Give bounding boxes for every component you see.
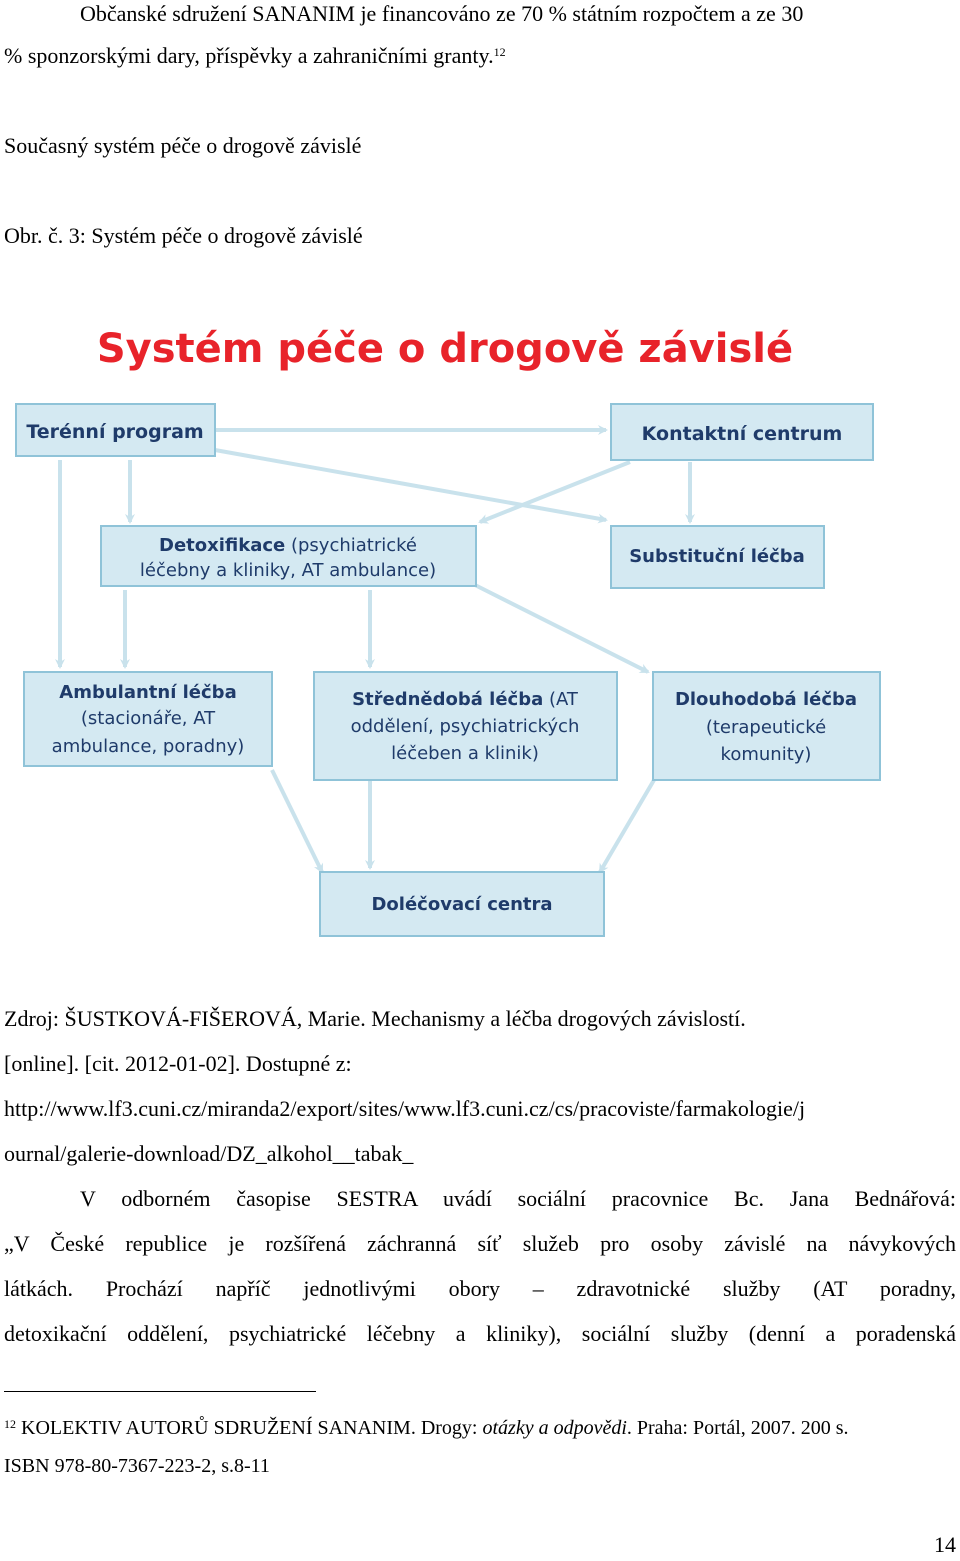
box-terenni-label: Terénní program: [26, 421, 204, 443]
source-url-line-2[interactable]: ournal/galerie-download/DZ_alkohol__tabak_: [4, 1141, 414, 1166]
arrow-kontaktni-detox: [480, 462, 630, 522]
arrow-ambulantni-dolecovaci: [272, 770, 322, 872]
source-line-2: [online]. [cit. 2012-01-02]. Dostupné z:: [4, 1051, 352, 1076]
footnote-number: 12: [4, 1417, 16, 1431]
footnote: [4, 1415, 956, 1441]
section-heading: Současný systém péče o drogově závislé: [4, 133, 362, 158]
paragraph-2-line-3: látkách. Prochází napříč jednotlivými obory – zdravotnické služby (AT poradny,: [4, 1276, 956, 1301]
box-dlouhodoba-title: Dlouhodobá léčba: [674, 689, 858, 710]
paragraph-2-line-2: „V České republice je rozšířená záchranná síť služeb pro osoby závislé na návykových: [4, 1231, 956, 1256]
care-system-diagram: [0, 300, 960, 950]
arrow-detox-dlouhodoba: [475, 585, 648, 672]
box-dlouhodoba-line2: (terapeutické: [705, 717, 827, 738]
footnote-line-2: ISBN 978-80-7367-223-2, s.8-11: [4, 1455, 270, 1477]
box-ambulantni-title: Ambulantní léčba: [59, 682, 237, 703]
box-detox-line1: Detoxifikace (psychiatrické: [159, 535, 417, 556]
source-url-line-1[interactable]: http://www.lf3.cuni.cz/miranda2/export/sites/www.lf3.cuni.cz/cs/pracoviste/farmakologie/j: [4, 1096, 806, 1121]
box-substituce-label: Substituční léčba: [629, 546, 805, 567]
footnote-title: otázky a odpovědi: [482, 1417, 627, 1439]
box-ambulantni-line2: (stacionáře, AT: [80, 708, 216, 729]
figure-caption: Obr. č. 3: Systém péče o drogově závislé: [4, 223, 363, 248]
box-terenni-program: [16, 404, 215, 456]
box-strednedoba-lecba: [314, 672, 617, 780]
box-dolecovaci-centra: [320, 872, 604, 936]
box-dolecovaci-label: Doléčovací centra: [371, 894, 553, 915]
box-substitucni-lecba: [611, 526, 824, 588]
paragraph-1-line-1: Občanské sdružení SANANIM je financováno ze 70 % státním rozpočtem a ze 30: [80, 1, 804, 26]
box-strednedoba-line2: oddělení, psychiatrických: [350, 716, 580, 737]
box-strednedoba-line3: léčeben a klinik): [391, 743, 539, 764]
footnote-text-a: KOLEKTIV AUTORŮ SDRUŽENÍ SANANIM. Drogy:: [21, 1417, 483, 1439]
footnote-text-b: . Praha: Portál, 2007. 200 s.: [626, 1417, 849, 1439]
paragraph-1-text: % sponzorskými dary, příspěvky a zahraničními granty.: [4, 43, 494, 68]
box-kontaktni-centrum: [611, 404, 873, 460]
box-ambulantni-line3: ambulance, poradny): [51, 736, 245, 757]
paragraph-2-line-1: V odborném časopise SESTRA uvádí sociální pracovnice Bc. Jana Bednářová:: [80, 1186, 956, 1211]
box-strednedoba-line1: Střednědobá léčba (AT: [352, 689, 578, 710]
box-detox-line2: léčebny a kliniky, AT ambulance): [139, 560, 437, 581]
paragraph-1-line-2: [4, 42, 506, 70]
arrow-dlouhodoba-dolecovaci: [600, 780, 654, 872]
box-detoxifikace: [101, 526, 476, 586]
box-ambulantni-lecba: [24, 672, 272, 766]
diagram-title: Systém péče o drogově závislé: [96, 326, 794, 372]
box-dlouhodoba-lecba: [653, 672, 880, 780]
source-line-1: Zdroj: ŠUSTKOVÁ-FIŠEROVÁ, Marie. Mechanismy a léčba drogových závislostí.: [4, 1006, 746, 1031]
box-kontaktni-label: Kontaktní centrum: [641, 423, 843, 445]
footnote-separator: [4, 1391, 316, 1392]
box-dlouhodoba-line3: komunity): [720, 744, 812, 765]
arrow-terenni-substituce: [215, 450, 606, 520]
footnote-ref[interactable]: 12: [493, 45, 506, 59]
diagram-arrows: [60, 430, 690, 872]
paragraph-2-line-4: detoxikační oddělení, psychiatrické léčebny a kliniky), sociální služby (denní a poradenská: [4, 1321, 956, 1346]
page-number: 14: [934, 1532, 956, 1557]
